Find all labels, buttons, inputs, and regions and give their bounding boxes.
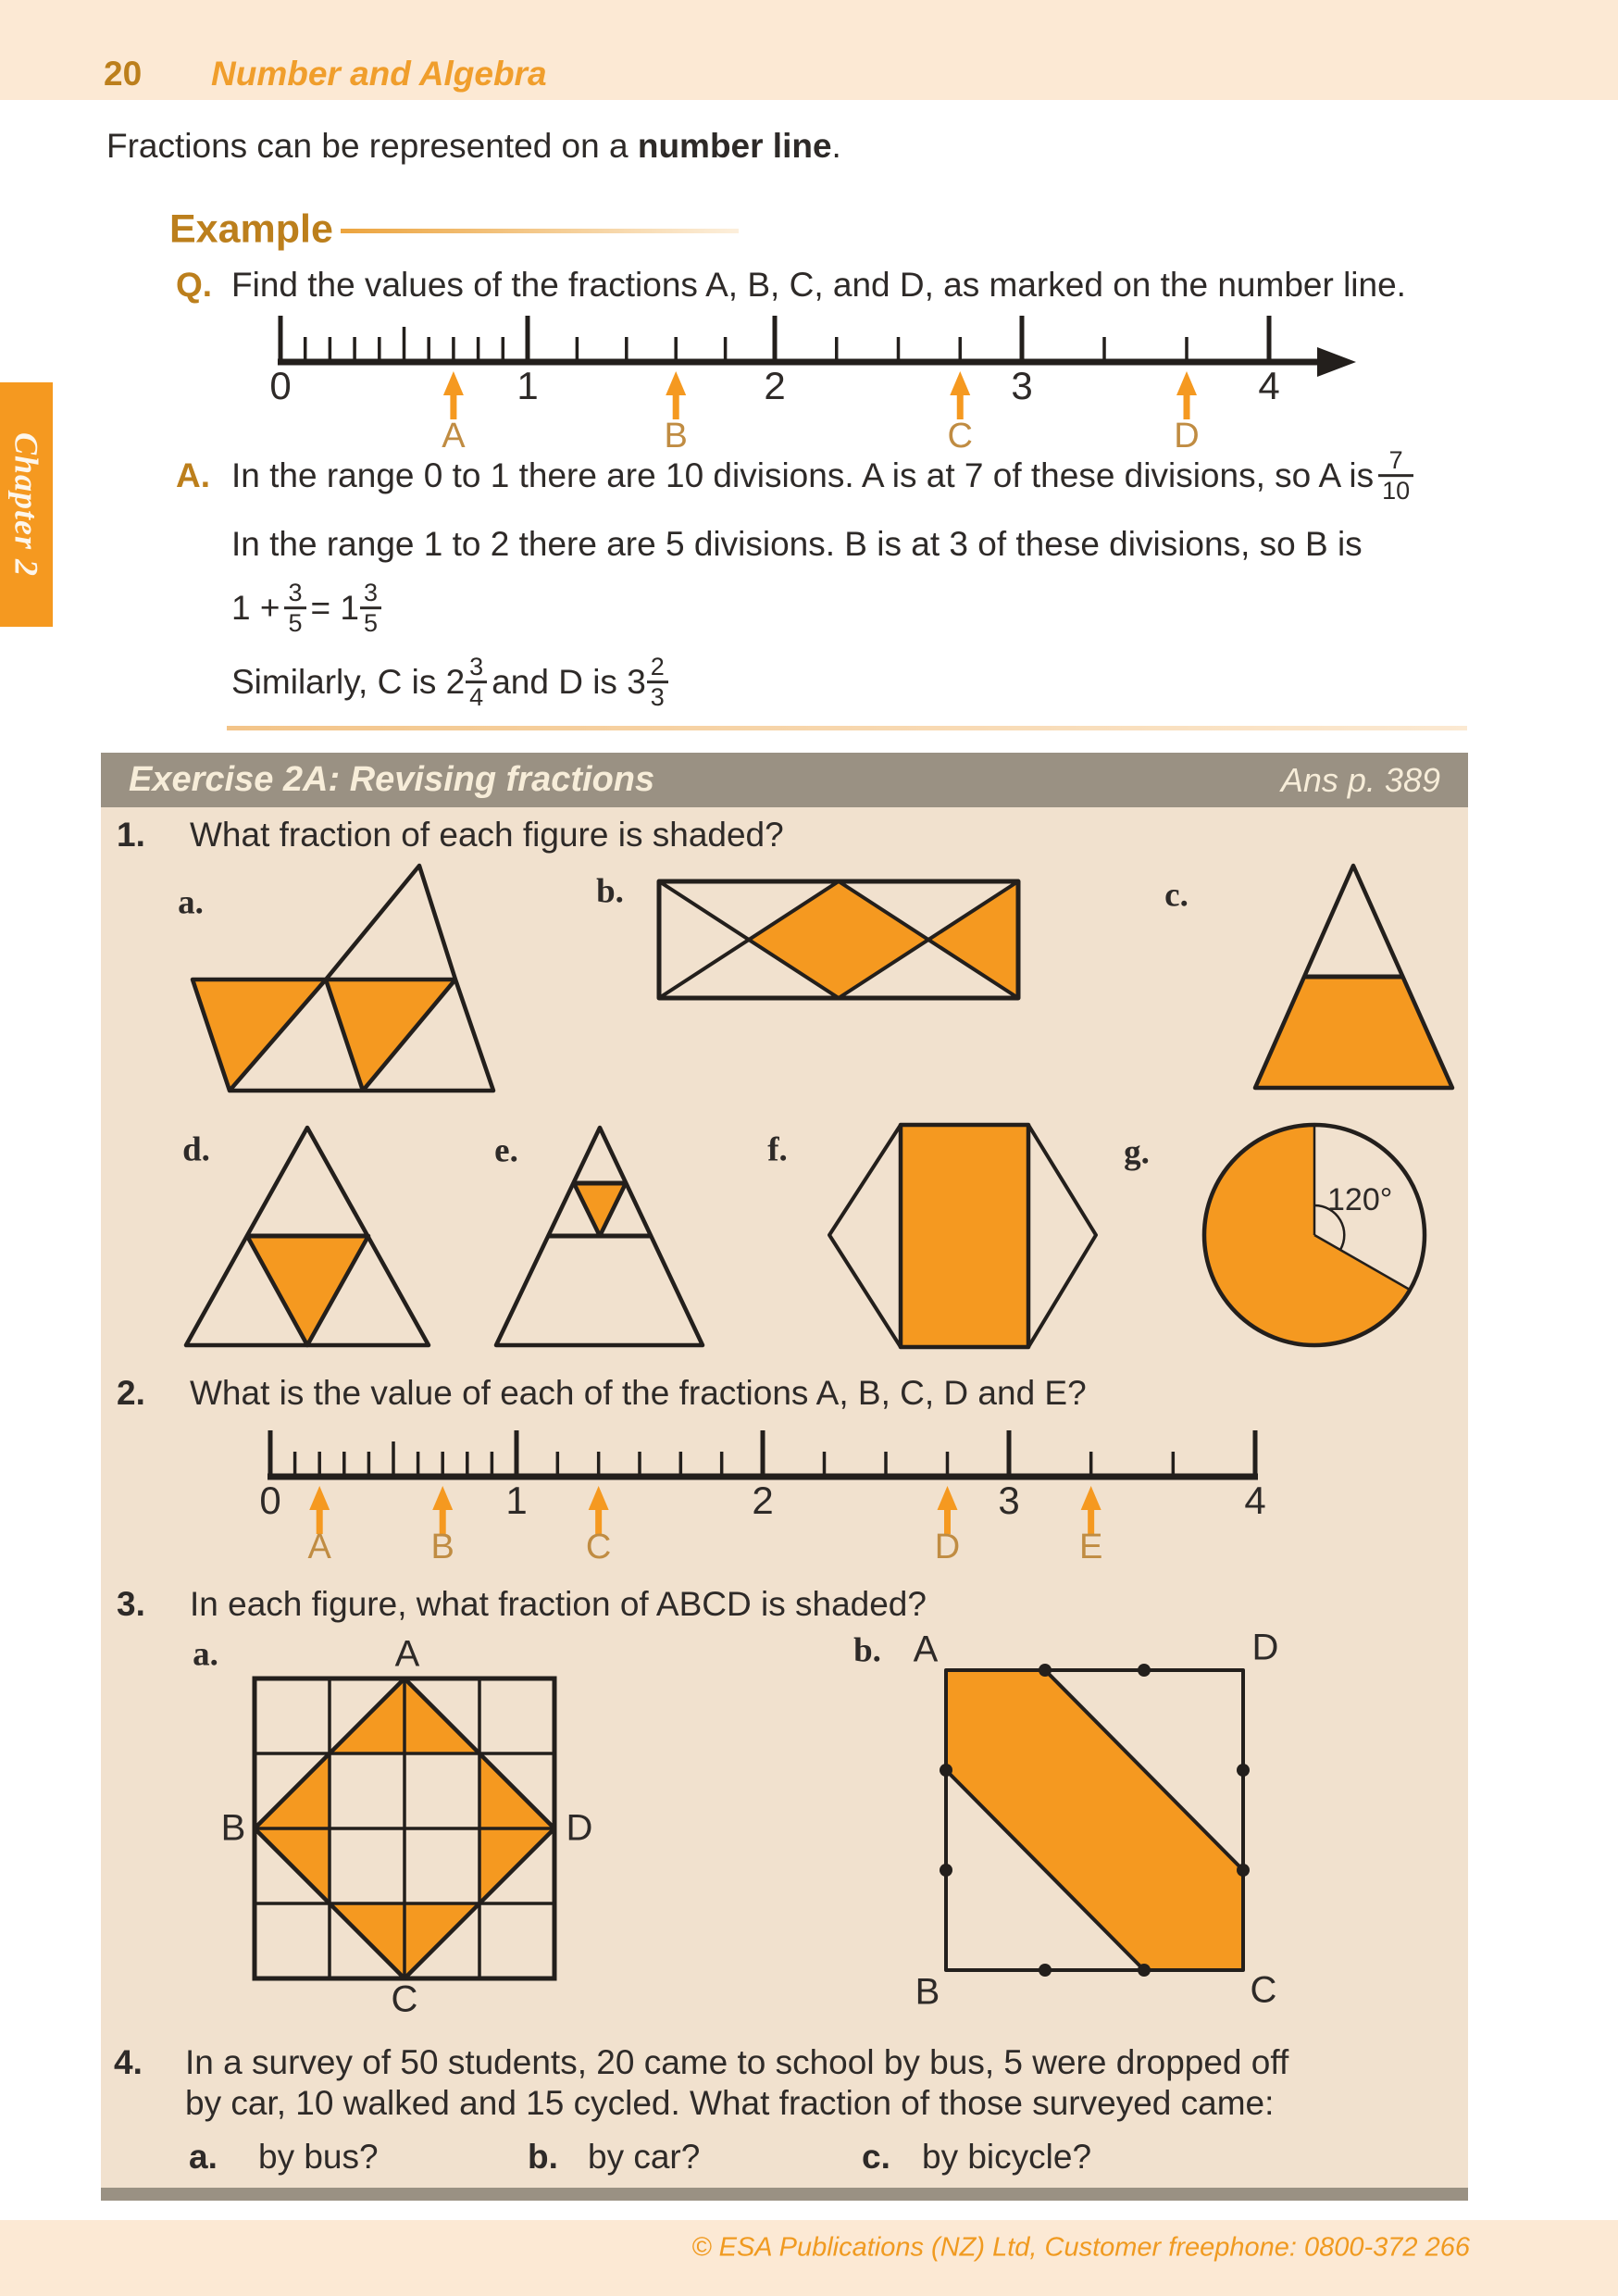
example-rule (341, 229, 739, 233)
angle-label: 120° (1327, 1182, 1393, 1217)
fig-1d-caption: d. (182, 1130, 210, 1169)
marker-label-A: A (442, 417, 466, 455)
fig-1f-hexagon (826, 1121, 1100, 1351)
q1-number: 1. (117, 816, 145, 854)
fraction-2-3: $\frac{2}{3}$ (647, 654, 668, 711)
exercise-title: Exercise 2A: Revising fractions (129, 760, 655, 799)
footer-copyright: © ESA Publications (NZ) Ltd, Customer freephone: 0800-372 266 (691, 2232, 1470, 2263)
answer-line-3: 1 + $\frac{3}{5}$ = 1 $\frac{3}{5}$ (231, 580, 386, 637)
fig-3b-corner-d: D (1251, 1627, 1279, 1668)
exercise-bottom-bar (101, 2188, 1468, 2201)
answer-label: A. (176, 456, 210, 494)
q4c-text: by bicycle? (922, 2138, 1092, 2176)
q3-number: 3. (117, 1585, 145, 1623)
q4a-label: a. (189, 2138, 218, 2176)
tick-label-4: 4 (1258, 364, 1280, 407)
tick-label-4: 4 (1244, 1479, 1266, 1522)
fig-1c-triangle (1251, 861, 1457, 1092)
marker-label-B: B (664, 417, 688, 455)
tick-label-2: 2 (764, 364, 786, 407)
fig-1d-triangle (181, 1124, 431, 1350)
q4-number: 4. (114, 2043, 143, 2081)
fig-1f-caption: f. (767, 1130, 788, 1169)
fig-1g-pie (1196, 1117, 1433, 1354)
fig-1a-caption: a. (178, 883, 204, 922)
fig-1e-triangle (492, 1124, 705, 1350)
exercise-header-bar (101, 753, 1468, 807)
page-number: 20 (104, 55, 143, 93)
axis-arrowhead (1317, 347, 1356, 377)
tick-label-0: 0 (259, 1479, 281, 1522)
q4b-text: by car? (588, 2138, 701, 2176)
fig-1a-triangles (169, 855, 503, 1100)
fig-3b-corner-a: A (913, 1628, 939, 1670)
tick-label-1: 1 (505, 1479, 528, 1522)
fig-3b-diagonal-band (942, 1666, 1248, 1974)
q2-text: What is the value of each of the fractions A, B, C, D and E? (190, 1374, 1087, 1412)
fig-3b-caption: b. (853, 1631, 881, 1670)
tick-label-0: 0 (269, 364, 292, 407)
tick-label-2: 2 (752, 1479, 774, 1522)
exercise-answers-ref: Ans p. 389 (1280, 760, 1440, 799)
q3-text: In each figure, what fraction of ABCD is shaded? (190, 1585, 927, 1623)
q4-line-1: In a survey of 50 students, 20 came to school by bus, 5 were dropped off (185, 2043, 1289, 2081)
marker-label-A: A (307, 1528, 331, 1566)
tick-label-3: 3 (1011, 364, 1033, 407)
example-bottom-rule (227, 726, 1467, 730)
example-question: Find the values of the fractions A, B, C, and D, as marked on the number line. (231, 266, 1406, 304)
q1-text: What fraction of each figure is shaded? (190, 816, 784, 854)
fig-3b-corner-c: C (1250, 1969, 1277, 2011)
fraction-3-5: $\frac{3}{5}$ (284, 580, 305, 637)
marker-label-D: D (1174, 417, 1200, 455)
fig-3a-caption: a. (193, 1635, 218, 1674)
fraction-3-5: $\frac{3}{5}$ (360, 580, 381, 637)
intro-bold-term: number line (637, 127, 832, 165)
fraction-7-10: $\frac{7}{10}$ (1378, 447, 1413, 505)
marker-label-D: D (934, 1528, 961, 1566)
marker-label-C: C (947, 417, 973, 455)
fig-3a-corner-a: A (394, 1633, 420, 1675)
fig-1b-rectangle (657, 880, 1020, 1000)
q4c-label: c. (862, 2138, 890, 2176)
marker-label-E: E (1078, 1528, 1103, 1566)
tick-label-3: 3 (998, 1479, 1020, 1522)
chapter-tab (0, 382, 53, 627)
fig-1g-caption: g. (1124, 1133, 1150, 1172)
example-heading: Example (169, 206, 333, 252)
tick-label-1: 1 (517, 364, 539, 407)
intro-sentence: Fractions can be represented on a number line. (106, 127, 841, 165)
answer-line-2: In the range 1 to 2 there are 5 divisions. B is at 3 of these divisions, so B is (231, 525, 1363, 563)
chapter-tab-label: Chapter 2 (7, 431, 45, 578)
q4-line-2: by car, 10 walked and 15 cycled. What fraction of those surveyed came: (185, 2084, 1275, 2122)
fig-1e-caption: e. (494, 1131, 518, 1170)
fig-3a-corner-d: D (566, 1807, 593, 1849)
marker-label-B: B (430, 1528, 454, 1566)
q4a-text: by bus? (258, 2138, 379, 2176)
q4b-label: b. (528, 2138, 558, 2176)
answer-line-1: In the range 0 to 1 there are 10 divisions. A is at 7 of these divisions, so A is $\frac{7}{10}$ (231, 447, 1418, 505)
q2-number-line (167, 1416, 1425, 1578)
fig-3a-corner-c: C (391, 1978, 418, 2020)
fraction-3-4: $\frac{3}{4}$ (466, 654, 487, 711)
fig-1b-caption: b. (596, 872, 624, 911)
fig-3b-corner-b: B (915, 1971, 940, 2013)
answer-line-4: Similarly, C is 2 $\frac{3}{4}$ and D is 3 $\frac{2}{3}$ (231, 654, 673, 711)
marker-label-C: C (585, 1528, 612, 1566)
fig-1c-caption: c. (1164, 876, 1189, 915)
fig-3a-corner-b: B (220, 1807, 246, 1849)
question-label: Q. (176, 266, 213, 304)
section-title: Number and Algebra (211, 55, 547, 93)
q2-number: 2. (117, 1374, 145, 1412)
fig-3a-grid-diamond (250, 1674, 559, 1983)
